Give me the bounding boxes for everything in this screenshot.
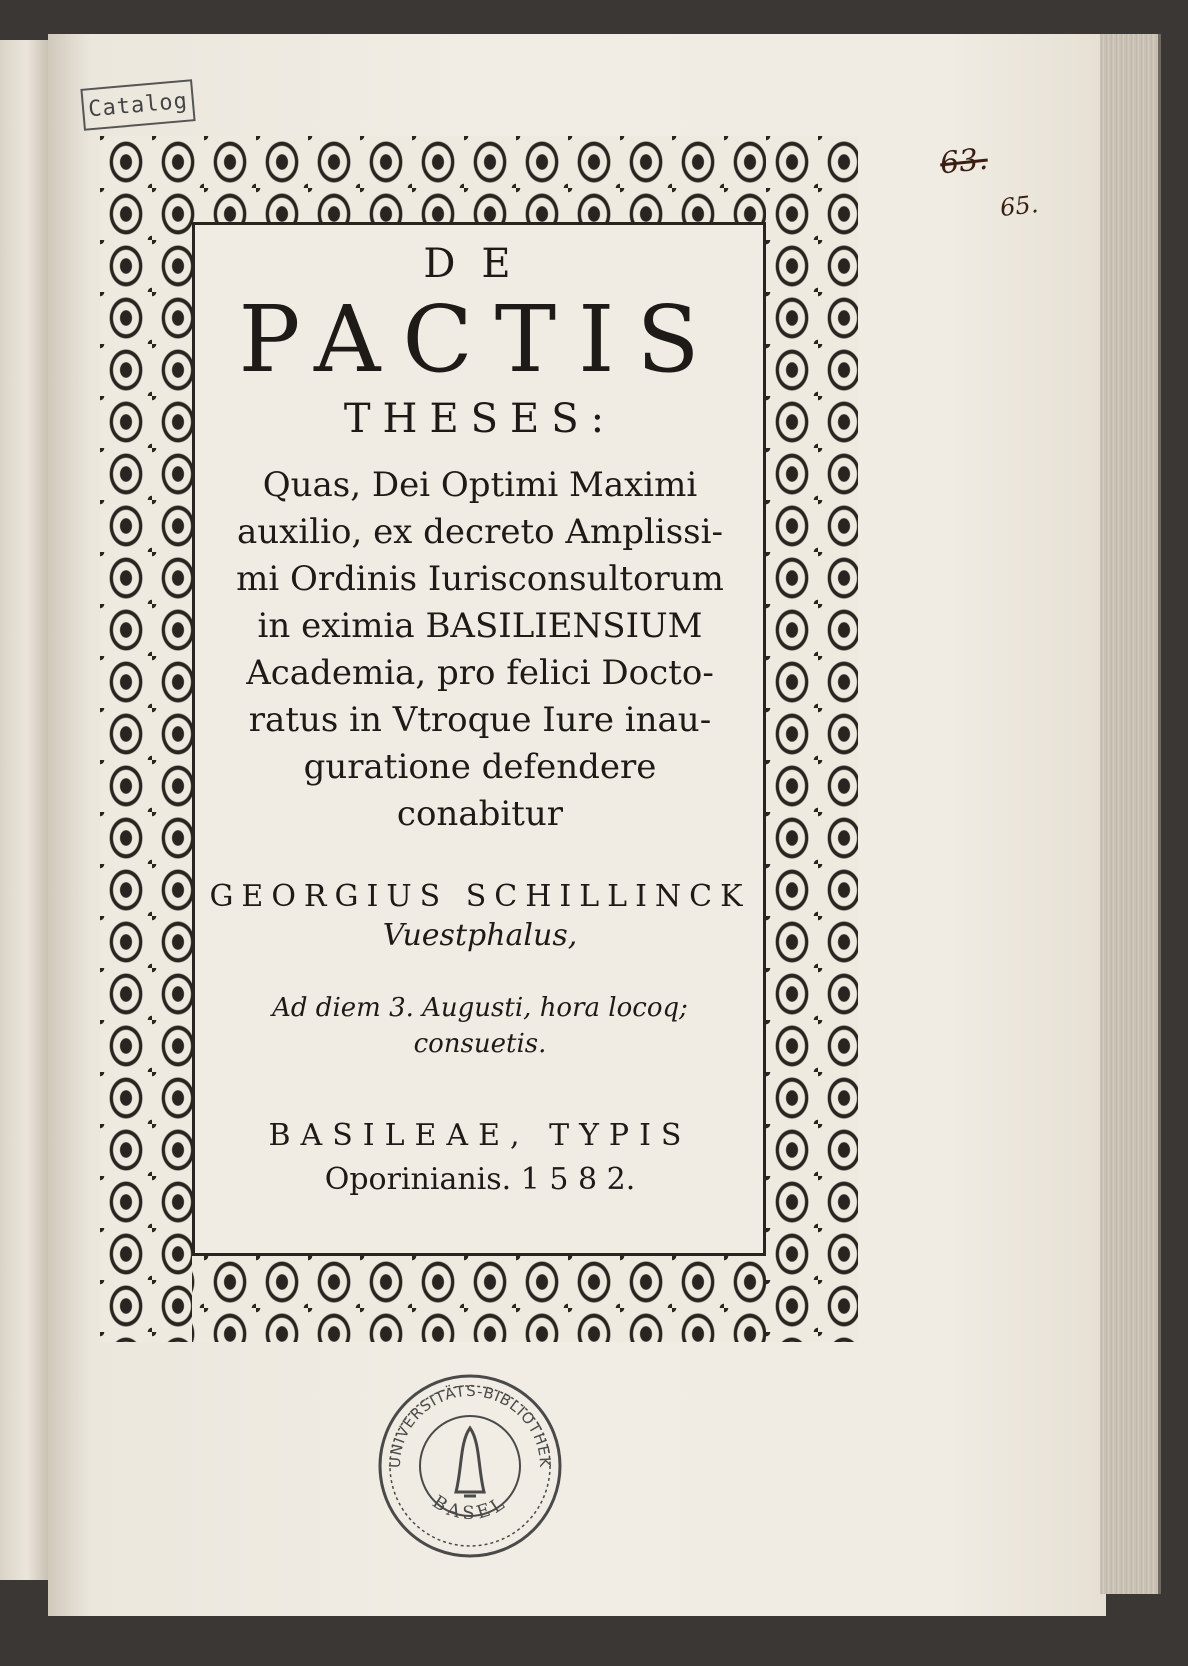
imprint-place: BASILEAE, TYPIS (268, 1118, 692, 1153)
title-de: DE (423, 241, 537, 287)
title-theses: THESES: (343, 396, 617, 442)
body-line: auxilio, ex decreto Amplissi- (237, 512, 723, 552)
body-line: guratione defendere (303, 747, 657, 787)
stamp-outer-text: UNIVERSITÄTS-BIBLIOTHEK (385, 1381, 555, 1469)
title-page-text (200, 220, 760, 1202)
body-line: Quas, Dei Optimi Maximi (262, 465, 698, 505)
body-line: Academia, pro felici Docto- (246, 653, 714, 693)
border-top (100, 136, 858, 222)
stamp-bottom-text: BASEL (428, 1491, 512, 1524)
page-block-edges (1100, 34, 1161, 1594)
border-left (100, 136, 192, 1342)
disputation-date: Ad diem 3. Augusti, hora locoq; (272, 993, 688, 1023)
facing-page-edge (0, 40, 50, 1580)
body-line: in eximia BASILIENSIUM (257, 606, 703, 646)
library-stamp-icon (376, 1372, 564, 1560)
body-line: conabitur (396, 794, 564, 834)
svg-text:UNIVERSITÄTS-BIBLIOTHEK (386, 1382, 554, 1469)
body-line: ratus in Vtroque Iure inau- (248, 700, 712, 740)
struck-shelfmark: 63. (938, 141, 990, 182)
disputation-date-cont: consuetis. (413, 1029, 547, 1059)
shelfmark: 65. (998, 190, 1040, 222)
author-name: GEORGIUS SCHILLINCK (209, 879, 751, 914)
dedication-body (200, 462, 760, 838)
border-right (766, 136, 858, 1342)
title-pactis: PACTIS (238, 286, 722, 393)
imprint-printer-year: Oporinianis. 1 5 8 2. (324, 1162, 636, 1197)
body-line: mi Ordinis Iurisconsultorum (236, 559, 724, 599)
catalog-label: Catalog (80, 79, 195, 131)
author-origin: Vuestphalus, (382, 918, 578, 953)
border-bottom (100, 1256, 858, 1342)
